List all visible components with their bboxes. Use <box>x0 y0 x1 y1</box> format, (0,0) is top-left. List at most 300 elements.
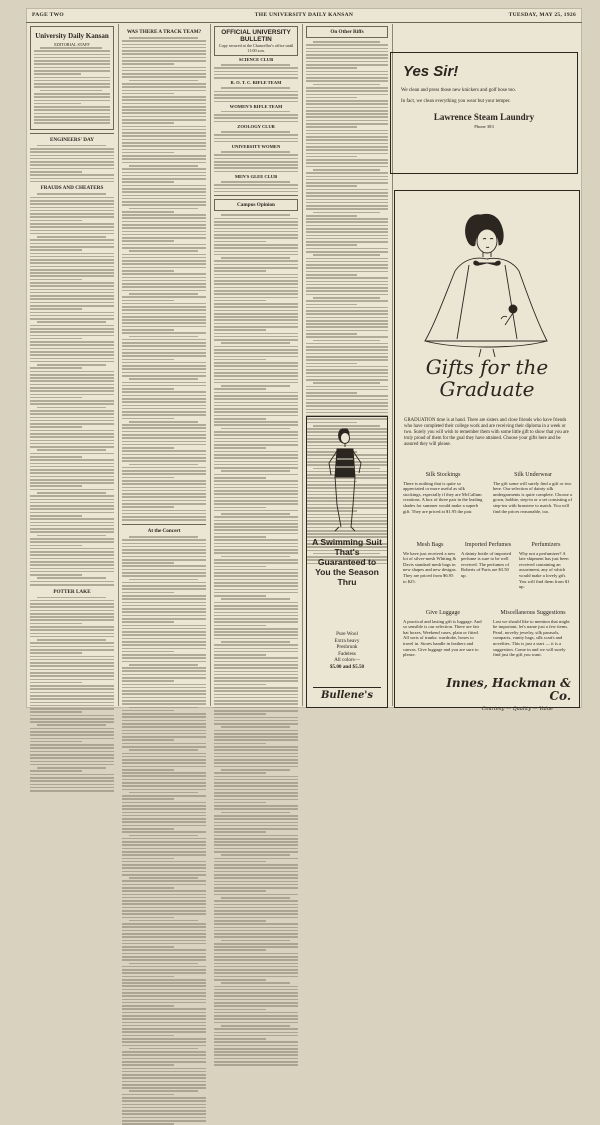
text-line <box>122 556 206 558</box>
text-line <box>122 365 206 367</box>
text-line <box>122 44 206 46</box>
concert-heading: At the Concert <box>147 527 181 534</box>
feature-item: Fadeless <box>338 650 356 657</box>
text-line <box>30 718 114 720</box>
text-line <box>122 418 174 420</box>
text-line <box>30 764 114 766</box>
text-line <box>129 792 198 794</box>
text-line <box>122 185 206 187</box>
text-line <box>306 162 388 164</box>
text-line <box>214 507 266 509</box>
text-line <box>122 1061 206 1063</box>
text-line <box>122 894 206 896</box>
text-line <box>306 372 388 374</box>
text-line <box>214 91 298 93</box>
text-line <box>34 83 110 85</box>
text-line <box>306 64 388 66</box>
text-line <box>214 743 266 745</box>
text-line <box>214 411 298 413</box>
text-line <box>306 77 388 79</box>
text-line <box>122 139 206 141</box>
text-line <box>214 539 298 541</box>
text-line <box>30 606 114 608</box>
text-line <box>122 103 206 105</box>
text-line <box>221 812 290 814</box>
swimsuit-headline: A Swimming Suit That's Guaranteed to You the Season Thru <box>312 537 382 587</box>
masthead <box>26 8 582 23</box>
text-line <box>214 956 298 958</box>
text-line <box>30 548 114 550</box>
text-line <box>214 523 298 525</box>
text-line <box>30 551 114 553</box>
text-line <box>214 648 298 650</box>
text-line <box>30 348 114 350</box>
text-line <box>122 772 206 774</box>
laundry-line-2: In fact, we clean everything you wear but your temper. <box>401 99 511 105</box>
text-line <box>122 618 206 620</box>
text-line <box>306 189 388 191</box>
text-line <box>122 86 206 88</box>
text-line <box>122 588 206 590</box>
text-line <box>214 487 298 489</box>
text-line <box>122 1045 206 1047</box>
store-signature <box>445 677 571 716</box>
text-line <box>214 418 266 420</box>
text-line <box>214 822 298 824</box>
text-line <box>214 625 266 627</box>
text-line <box>30 649 114 651</box>
text-line <box>122 519 206 521</box>
text-line <box>122 457 206 459</box>
text-line <box>122 405 206 407</box>
text-line <box>306 313 388 315</box>
text-line <box>214 848 298 850</box>
newspaper-page <box>26 8 582 712</box>
text-line <box>214 569 298 571</box>
text-line <box>122 503 206 505</box>
text-line <box>30 734 114 736</box>
text-line <box>122 936 206 938</box>
feature-item: Extra heavy <box>334 637 360 644</box>
text-line <box>214 992 298 994</box>
text-line <box>214 713 266 715</box>
text-line <box>122 979 206 981</box>
text-line <box>30 482 114 484</box>
text-line <box>122 1110 206 1112</box>
text-line <box>30 253 114 255</box>
text-line <box>214 326 298 328</box>
text-line <box>306 231 388 233</box>
text-line <box>30 685 114 687</box>
text-line <box>30 499 114 501</box>
text-line <box>214 333 298 335</box>
text-line <box>122 467 206 469</box>
text-line <box>122 322 206 324</box>
text-line <box>122 562 174 564</box>
text-line <box>214 277 298 279</box>
text-line <box>122 60 206 62</box>
text-line <box>122 667 206 669</box>
text-line <box>34 119 110 121</box>
text-line <box>30 178 114 180</box>
column-editorial <box>30 26 114 706</box>
page-number: PAGE TWO <box>32 12 64 18</box>
text-line <box>122 359 174 361</box>
text-line <box>214 520 298 522</box>
text-line <box>122 775 206 777</box>
text-line <box>214 1054 298 1056</box>
text-line <box>122 198 206 200</box>
text-line <box>122 726 206 728</box>
text-line <box>122 684 206 686</box>
text-line <box>214 589 298 591</box>
text-line <box>214 444 298 446</box>
text-line <box>122 720 206 722</box>
campus-opinion-box <box>214 199 298 211</box>
text-line <box>30 675 114 677</box>
text-line <box>214 71 298 73</box>
text-line <box>122 424 206 426</box>
text-line <box>214 300 266 302</box>
text-line <box>122 756 206 758</box>
text-line <box>122 687 206 689</box>
text-line <box>214 936 298 938</box>
text-line <box>37 724 106 726</box>
text-line <box>30 354 114 356</box>
text-line <box>122 162 206 164</box>
text-line <box>129 835 198 837</box>
text-line <box>214 158 298 160</box>
text-line <box>214 615 298 617</box>
text-line <box>214 871 298 873</box>
text-line <box>214 923 298 925</box>
text-line <box>214 953 298 955</box>
text-line <box>306 376 388 378</box>
text-line <box>122 762 206 764</box>
text-line <box>30 220 82 222</box>
text-line <box>214 917 298 919</box>
text-line <box>122 644 206 646</box>
text-line <box>214 1009 266 1011</box>
text-line <box>122 149 206 151</box>
text-line <box>122 487 206 489</box>
text-line <box>214 188 298 190</box>
notice-text <box>214 131 298 142</box>
text-line <box>306 67 357 69</box>
text-line <box>214 739 298 741</box>
text-line <box>306 353 388 355</box>
text-line <box>122 697 206 699</box>
text-line <box>214 1048 298 1050</box>
text-line <box>30 269 114 271</box>
feature-item: All colors— <box>334 657 360 664</box>
text-line <box>30 600 114 602</box>
text-line <box>30 777 114 779</box>
text-line <box>30 505 114 507</box>
text-line <box>214 802 266 804</box>
text-line <box>214 372 298 374</box>
text-line <box>30 751 114 753</box>
text-line <box>306 110 388 112</box>
text-line <box>214 831 266 833</box>
text-line <box>214 644 298 646</box>
text-line <box>30 508 114 510</box>
text-line <box>214 900 298 902</box>
text-line <box>214 454 298 456</box>
bulletin-box <box>214 26 298 56</box>
text-line <box>122 831 206 833</box>
swimsuit-ad <box>306 416 388 708</box>
text-line <box>30 436 114 438</box>
text-line <box>30 158 114 160</box>
text-line <box>122 191 206 193</box>
text-line <box>122 1120 206 1122</box>
text-line <box>122 234 206 236</box>
text-line <box>34 93 110 95</box>
text-line <box>122 450 206 452</box>
text-line <box>122 270 174 272</box>
text-line <box>313 169 380 171</box>
text-line <box>122 907 206 909</box>
text-line <box>214 67 298 69</box>
text-line <box>122 995 206 997</box>
text-line <box>214 976 298 978</box>
text-line <box>214 438 298 440</box>
text-line <box>306 54 388 56</box>
text-line <box>122 798 174 800</box>
text-line <box>30 790 114 792</box>
text-line <box>214 395 298 397</box>
text-line <box>30 216 114 218</box>
feature-item: Pure Wool <box>336 631 358 637</box>
laundry-headline: Yes Sir! <box>403 63 459 80</box>
newspaper-title: THE UNIVERSITY DAILY KANSAN <box>254 12 354 18</box>
laundry-phone: Phone 383 <box>474 123 494 129</box>
text-line <box>313 41 380 43</box>
text-line <box>122 490 206 492</box>
text-line <box>214 792 298 794</box>
text-line <box>122 375 206 377</box>
text-line <box>30 417 114 419</box>
text-line <box>214 690 298 692</box>
text-line <box>122 1012 206 1014</box>
text-line <box>122 949 206 951</box>
text-line <box>214 164 298 166</box>
text-line <box>122 789 206 791</box>
text-line <box>306 317 388 319</box>
text-line <box>30 292 114 294</box>
text-line <box>122 989 206 991</box>
text-line <box>30 230 114 232</box>
text-line <box>122 401 206 403</box>
text-line <box>122 516 206 518</box>
text-line <box>221 854 290 856</box>
text-line <box>30 610 114 612</box>
text-line <box>122 1081 206 1083</box>
text-line <box>122 602 206 604</box>
text-line <box>214 664 298 666</box>
text-line <box>214 674 298 676</box>
text-line <box>122 1005 174 1007</box>
text-line <box>214 431 298 433</box>
text-line <box>122 913 206 915</box>
text-line <box>214 280 298 282</box>
text-line <box>306 323 388 325</box>
text-line <box>306 389 388 391</box>
text-line <box>30 538 114 540</box>
text-line <box>30 652 82 654</box>
text-line <box>214 874 298 876</box>
text-line <box>30 413 114 415</box>
text-line <box>30 662 114 664</box>
text-line <box>34 73 81 75</box>
text-line <box>306 412 388 414</box>
gift-item-text: Last we should like to mention that might be important, let's name just a few items. Pearl, novelty jewelry, silk parasols, compacts, vanity bags, silk scarfs and novelties. This is just a start — it is a suggestion. Come in and we will surely find just the gift you want. <box>493 618 570 658</box>
text-line <box>122 844 206 846</box>
text-line <box>34 109 110 111</box>
text-line <box>122 890 206 892</box>
text-line <box>214 382 298 384</box>
text-line <box>30 213 114 215</box>
text-line <box>214 910 298 912</box>
text-line <box>214 710 298 712</box>
issue-date: TUESDAY, MAY 25, 1926 <box>508 12 576 18</box>
text-line <box>30 688 114 690</box>
text-line <box>30 403 114 405</box>
text-line <box>30 285 114 287</box>
text-line <box>30 705 114 707</box>
text-line <box>122 985 206 987</box>
staff-box <box>30 26 114 130</box>
text-line <box>122 1051 206 1053</box>
text-line <box>214 546 298 548</box>
text-line <box>306 166 388 168</box>
text-line <box>122 67 206 69</box>
text-line <box>129 250 198 252</box>
text-line <box>122 680 174 682</box>
gift-item-text: We have just received a new lot of silver-mesh Whiting & Davis standard mesh bags in new shapes and new designs. They are priced from $6.95 to $25. <box>403 550 457 584</box>
text-line <box>306 271 388 273</box>
gifts-ad <box>394 190 580 712</box>
text-line <box>214 141 298 143</box>
text-line <box>122 592 174 594</box>
gift-item <box>493 611 573 658</box>
text-line <box>30 325 114 327</box>
text-line <box>214 766 298 768</box>
gift-item <box>493 473 573 514</box>
text-line <box>122 306 206 308</box>
text-line <box>30 495 114 497</box>
text-line <box>122 158 206 160</box>
gift-item-title: Perfumizers <box>531 542 561 548</box>
text-line <box>122 779 206 781</box>
text-line <box>122 848 206 850</box>
text-line <box>122 1028 206 1030</box>
text-line <box>221 769 290 771</box>
engineers-day-text <box>30 145 114 183</box>
text-line <box>30 754 114 756</box>
text-line <box>313 382 380 384</box>
graduate-illustration-icon <box>395 191 581 356</box>
text-line <box>122 1064 174 1066</box>
text-line <box>306 307 388 309</box>
text-line <box>122 1008 206 1010</box>
text-line <box>306 120 388 122</box>
text-line <box>122 887 174 889</box>
text-line <box>34 60 110 62</box>
text-line <box>30 207 114 209</box>
text-line <box>214 408 298 410</box>
text-line <box>122 956 206 958</box>
text-line <box>122 326 206 328</box>
notice-science-club: SCIENCE CLUB <box>238 57 274 62</box>
text-line <box>122 1113 206 1115</box>
text-line <box>122 214 206 216</box>
text-line <box>30 698 114 700</box>
text-line <box>122 982 206 984</box>
text-line <box>122 795 206 797</box>
text-line <box>214 772 266 774</box>
text-line <box>30 728 114 730</box>
text-line <box>129 1090 198 1092</box>
text-line <box>30 256 114 258</box>
text-line <box>221 726 290 728</box>
text-line <box>30 243 114 245</box>
text-line <box>306 287 388 289</box>
text-line <box>306 136 388 138</box>
text-line <box>122 821 206 823</box>
text-line <box>306 149 388 151</box>
text-line <box>306 218 388 220</box>
text-line <box>30 367 82 369</box>
text-line <box>122 296 206 298</box>
text-line <box>214 339 298 341</box>
text-line <box>306 80 388 82</box>
text-line <box>214 490 298 492</box>
text-line <box>306 130 388 132</box>
text-line <box>122 237 206 239</box>
text-line <box>306 116 388 118</box>
text-line <box>122 693 206 695</box>
text-line <box>122 713 206 715</box>
text-line <box>129 208 198 210</box>
text-line <box>214 497 298 499</box>
text-line <box>214 1022 298 1024</box>
text-line <box>122 316 206 318</box>
text-line <box>214 306 298 308</box>
track-team-text <box>122 37 206 521</box>
text-line <box>214 913 298 915</box>
text-line <box>122 812 206 814</box>
text-line <box>122 132 206 134</box>
text-line <box>214 785 298 787</box>
text-line <box>306 208 388 210</box>
frauds-text <box>30 193 114 585</box>
text-line <box>34 116 110 118</box>
text-line <box>306 386 388 388</box>
text-line <box>214 920 266 922</box>
text-line <box>122 309 206 311</box>
text-line <box>30 440 114 442</box>
text-line <box>214 171 298 173</box>
text-line <box>122 608 206 610</box>
text-line <box>122 73 206 75</box>
text-line <box>122 231 206 233</box>
text-line <box>30 374 114 376</box>
text-line <box>122 641 206 643</box>
text-line <box>306 274 357 276</box>
text-line <box>122 670 206 672</box>
